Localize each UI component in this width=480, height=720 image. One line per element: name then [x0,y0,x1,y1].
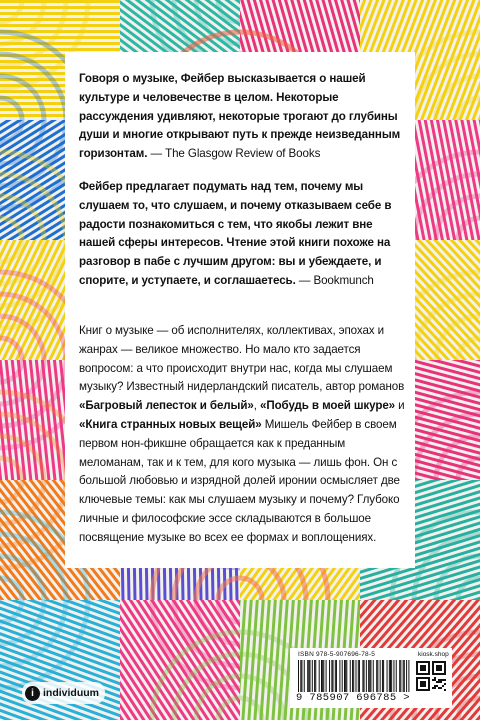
qr-module [432,679,434,681]
barcode-bar [377,660,378,692]
barcode-bar [326,660,327,692]
barcode-bar [366,660,367,692]
qr-module [440,679,442,681]
barcode-bar [404,660,405,692]
barcode-bar [406,660,407,692]
barcode-bar [352,660,353,692]
barcode-bar [390,660,391,692]
quote-1 [79,70,405,164]
barcode-bar [314,660,315,692]
barcode-bar [344,660,345,692]
barcode-bar [342,660,343,692]
qr-module [434,687,436,689]
qr-module [438,687,440,689]
description-sep-2: и [395,399,405,413]
qr-module [438,679,440,681]
barcode-bar [308,660,309,692]
barcode-icon [298,660,410,692]
barcode-bar [391,660,392,692]
qr-module [436,681,438,683]
barcode-bar [393,660,394,692]
barcode-bar [408,660,409,692]
barcode-bar [301,660,302,692]
quote-2-text: Фейбер предлагает подумать над тем, почему мы слушаем то, что слушаем, и почему отказываем себе в радости познакомиться с тем, что якобы лежит вне нашей сферы интересов. Чтение этой книги похоже на разговор в пабе с лучшим другом: вы и убеждаете, и спорите, и уступаете, и соглашаетесь. [79,180,392,287]
barcode-bar [356,660,357,692]
book-title-2: «Побудь в моей шкуре» [259,399,396,413]
barcode-bar [396,660,397,692]
qr-finder [436,665,442,671]
barcode-bar [364,660,365,692]
barcode-bar [403,660,404,692]
qr-finder [420,681,426,687]
qr-module [444,679,446,681]
barcode-bar [353,660,354,692]
qr-module [442,685,444,687]
barcode-bar [329,660,330,692]
shop-label: kiosk.shop [418,651,449,658]
book-title-1: «Багровый лепесток и белый» [79,399,254,413]
qr-module [444,683,446,685]
barcode-bar [370,660,371,692]
barcode-bar [307,660,308,692]
publisher-logo [22,682,105,704]
qr-code-icon [416,661,446,691]
qr-module [436,685,438,687]
barcode-bar [400,660,401,692]
barcode-bar [358,660,359,692]
barcode-bar [369,660,370,692]
pattern-tile [120,600,240,720]
qr-module [434,677,436,679]
description-part-2: Мишель Фейбер в своем первом нон-фикшне обращается как к преданным меломанам, так и к тем, для кого музыка — лишь фон. Он с большой любовью и изрядной долей иронии осмысляет две ключевые темы: как мы слушаем музыку и почему? Глубоко личные и философские эссе складываются в большое посвящение музыке во всех ее формах и воплощениях. [79,417,400,544]
publisher-name: individuum [43,687,99,699]
text-panel [65,52,415,568]
quote-2 [79,178,405,291]
barcode-bar [350,660,351,692]
barcode-bar [368,660,369,692]
quote-1-text: Говоря о музыке, Фейбер высказывается о нашей культуре и человечестве в целом. Некоторые рассуждения удивляют, некоторые трогают до глубины души и многие открывают путь к прежде неизведанным горизонтам. [79,72,401,161]
description-sep-1: , [253,399,260,413]
qr-module [444,689,446,691]
qr-module [434,679,436,681]
qr-module [440,687,442,689]
publisher-logo-icon: i [25,686,40,701]
quote-2-source: — Bookmunch [298,273,374,287]
barcode-bar [331,660,332,692]
barcode-bar [304,660,305,692]
description-part-1: Книг о музыке — об исполнителях, коллективах, эпохах и жанрах — великое множество. Но мало кто задается вопросом: а что происходит внутри нас, когда мы слушаем музыку? Известный нидерландский писатель, автор романов [79,324,405,394]
barcode-bar [383,660,384,692]
barcode-bar [382,660,383,692]
qr-module [442,679,444,681]
barcode-bar [336,660,337,692]
qr-module [440,681,442,683]
barcode-bar [376,660,377,692]
barcode-bar [323,660,324,692]
barcode-bar [319,660,320,692]
barcode-bar [345,660,346,692]
barcode-bar [321,660,322,692]
barcode-bar [346,660,347,692]
barcode-bar [298,660,299,692]
barcode-bar [399,660,400,692]
barcode-bar [389,660,390,692]
barcode-bar [335,660,336,692]
barcode-bar [322,660,323,692]
barcode-block [290,648,452,708]
qr-module [434,685,436,687]
barcode-bar [333,660,334,692]
isbn-label: ISBN 978-5-907696-78-5 [298,651,376,658]
barcode-bar [300,660,301,692]
barcode-bar [312,660,313,692]
barcode-bar [387,660,388,692]
qr-finder [420,665,426,671]
quote-1-source: — The Glasgow Review of Books [150,147,321,161]
book-description [79,322,407,548]
barcode-bar [373,660,374,692]
barcode-bar [310,660,311,692]
barcode-bar [362,660,363,692]
book-title-3: «Книга странных новых вещей» [79,417,262,431]
barcode-digits: 9 785907 696785 > [296,692,410,704]
barcode-bar [359,660,360,692]
qr-module [438,681,440,683]
barcode-bar [339,660,340,692]
barcode-bar [315,660,316,692]
qr-module [432,687,434,689]
barcode-bar [380,660,381,692]
